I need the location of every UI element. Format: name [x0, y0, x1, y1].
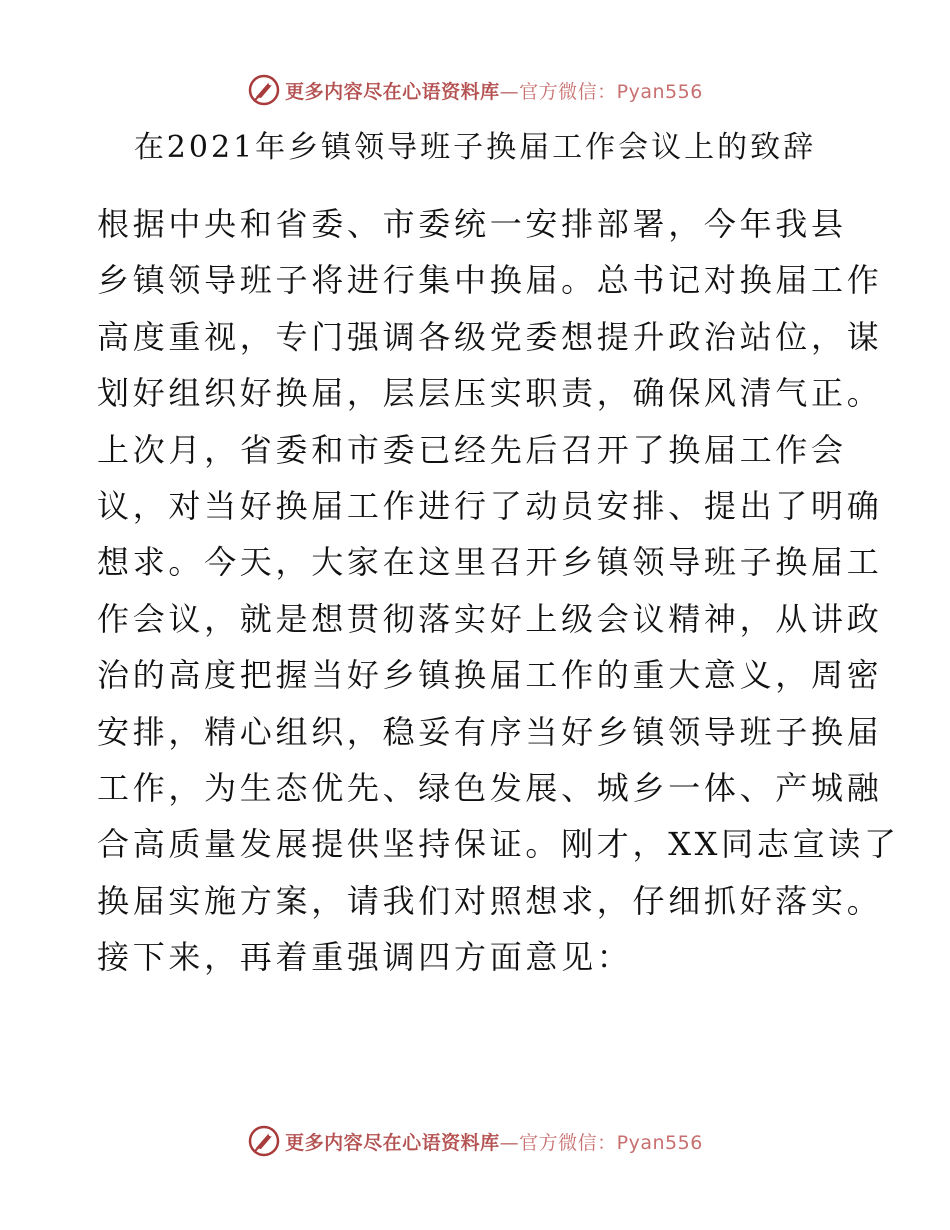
header-banner-main: 更多内容尽在心语资料库 — [285, 80, 500, 103]
body-line: 乡镇领导班子将进行集中换届。总书记对换届工作 — [97, 261, 883, 300]
quill-pen-logo-icon — [247, 1124, 281, 1158]
quill-pen-logo-icon — [247, 73, 281, 107]
header-banner-wechat: 官方微信：Pyan556 — [519, 80, 703, 103]
header-banner-text — [285, 77, 703, 104]
body-line: 作会议，就是想贯彻落实好上级会议精神，从讲政 — [97, 599, 883, 638]
body-line: 工作，为生态优先、绿色发展、城乡一体、产城融 — [97, 768, 883, 807]
body-line: 高度重视，专门强调各级党委想提升政治站位，谋 — [97, 317, 883, 356]
body-line: 安排，精心组织，稳妥有序当好乡镇领导班子换届 — [97, 712, 883, 751]
body-line: 治的高度把握当好乡镇换届工作的重大意义，周密 — [97, 656, 883, 695]
document-title: 在2021年乡镇领导班子换届工作会议上的致辞 — [133, 130, 817, 165]
body-line: 划好组织好换届，层层压实职责，确保风清气正。 — [97, 374, 883, 413]
body-line: 想求。今天，大家在这里召开乡镇领导班子换届工 — [97, 543, 883, 582]
footer-watermark-banner — [0, 1121, 950, 1161]
footer-banner-separator: — — [499, 1131, 520, 1154]
footer-banner-main: 更多内容尽在心语资料库 — [285, 1131, 500, 1154]
body-line: 上次月，省委和市委已经先后召开了换届工作会 — [97, 430, 847, 469]
header-watermark-banner — [0, 70, 950, 110]
header-banner-separator: — — [499, 80, 520, 103]
body-line: 议，对当好换届工作进行了动员安排、提出了明确 — [97, 486, 883, 525]
body-line: 合高质量发展提供坚持保证。刚才，XX同志宣读了 — [97, 825, 900, 864]
body-line: 根据中央和省委、市委统一安排部署，今年我县 — [97, 205, 847, 243]
body-line: 换届实施方案，请我们对照想求，仔细抓好落实。 — [97, 881, 883, 920]
footer-banner-text — [285, 1128, 703, 1155]
body-line: 接下来，再着重强调四方面意见： — [97, 938, 633, 977]
document-body — [97, 196, 900, 985]
footer-banner-wechat: 官方微信：Pyan556 — [519, 1131, 703, 1154]
